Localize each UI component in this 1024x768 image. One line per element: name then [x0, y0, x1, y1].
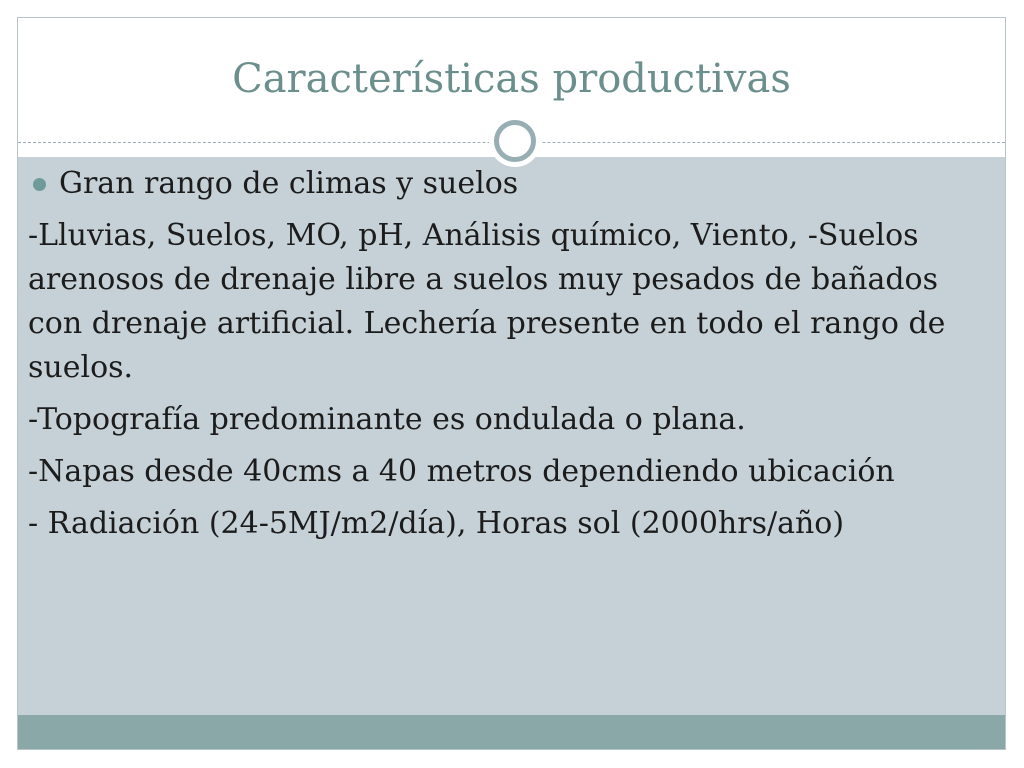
slide-body — [28, 162, 958, 554]
paragraph-water-table: -Napas desde 40cms a 40 metros dependiendo ubicación — [28, 454, 895, 489]
footer-band — [18, 715, 1005, 750]
slide-title: Características productivas — [232, 56, 791, 102]
bullet-item — [28, 162, 958, 206]
bullet-text: Gran rango de climas y suelos — [59, 166, 519, 201]
paragraph-radiation: - Radiación (24-5MJ/m2/día), Horas sol (2000hrs/año) — [28, 506, 845, 541]
circle-ring-icon — [489, 115, 541, 167]
paragraph-soils: -Lluvias, Suelos, MO, pH, Análisis químico, Viento, -Suelos arenosos de drenaje libre a suelos muy pesados de bañados con drenaje artificial. Lechería presente en todo el rango de suelos. — [28, 218, 946, 385]
bullet-dot-icon — [33, 178, 46, 191]
paragraph-topography: -Topografía predominante es ondulada o plana. — [28, 402, 746, 437]
ornament-ring — [494, 120, 536, 162]
